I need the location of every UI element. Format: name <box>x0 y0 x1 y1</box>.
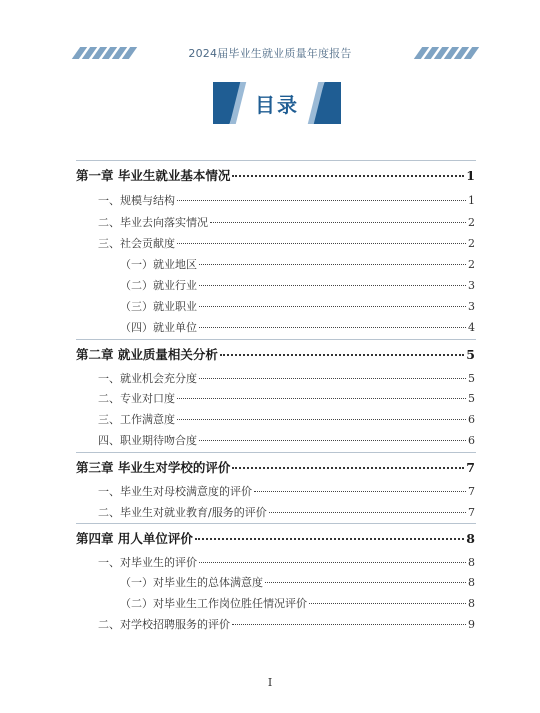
toc-title: 目录 <box>255 93 299 117</box>
toc-leader-dots <box>220 354 464 356</box>
toc-entry[interactable] <box>120 256 475 272</box>
toc-leader-dots <box>177 419 466 420</box>
toc-entry-page: 2 <box>468 216 475 229</box>
toc-entry-label: 二、毕业去向落实情况 <box>98 216 208 229</box>
header-stripes-right <box>418 47 475 59</box>
toc-entry-page: 7 <box>468 506 475 519</box>
toc-entry-page: 8 <box>468 597 475 610</box>
toc-entry[interactable] <box>120 319 475 335</box>
footer-page-number: I <box>267 676 273 689</box>
toc-entry-page: 5 <box>468 392 475 405</box>
toc-leader-dots <box>199 440 466 441</box>
toc-leader-dots <box>232 175 464 177</box>
toc-entry-label: 第三章 毕业生对学校的评价 <box>76 460 231 475</box>
toc-leader-dots <box>195 538 464 540</box>
toc-entry-page: 8 <box>468 576 475 589</box>
chapter-divider <box>76 452 476 453</box>
toc-entry[interactable] <box>76 529 475 547</box>
toc-entry-page: 7 <box>466 460 475 475</box>
toc-entry-page: 7 <box>468 485 475 498</box>
toc-entry[interactable] <box>120 298 475 314</box>
toc-leader-dots <box>265 582 466 583</box>
toc-entry[interactable] <box>98 411 475 427</box>
toc-entry[interactable] <box>98 214 475 230</box>
toc-entry[interactable] <box>120 595 475 611</box>
toc-entry-label: 三、社会贡献度 <box>98 237 175 250</box>
toc-entry[interactable] <box>76 458 475 476</box>
header-title: 2024届毕业生就业质量年度报告 <box>188 47 352 60</box>
toc-entry-label: （四）就业单位 <box>120 321 197 334</box>
toc-title-banner <box>213 82 341 124</box>
toc-leader-dots <box>177 243 466 244</box>
toc-leader-dots <box>177 200 466 201</box>
toc-entry-label: （二）对毕业生工作岗位胜任情况评价 <box>120 597 307 610</box>
toc-leader-dots <box>210 222 466 223</box>
toc-entry[interactable] <box>98 432 475 448</box>
toc-entry-label: 二、对学校招聘服务的评价 <box>98 618 230 631</box>
toc-entry[interactable] <box>76 345 475 363</box>
toc-entry[interactable] <box>98 504 475 520</box>
toc-entry-page: 2 <box>468 258 475 271</box>
toc-entry-label: 四、职业期待吻合度 <box>98 434 197 447</box>
toc-entry-label: 二、毕业生对就业教育/服务的评价 <box>98 506 267 519</box>
toc-leader-dots <box>254 491 466 492</box>
toc-leader-dots <box>309 603 466 604</box>
toc-leader-dots <box>232 624 466 625</box>
toc-entry[interactable] <box>98 192 475 208</box>
toc-leader-dots <box>269 512 466 513</box>
toc-leader-dots <box>232 467 464 469</box>
toc-entry-label: 三、工作满意度 <box>98 413 175 426</box>
toc-entry-page: 6 <box>468 434 475 447</box>
toc-entry-label: （一）就业地区 <box>120 258 197 271</box>
toc-entry-page: 1 <box>468 194 475 207</box>
toc-entry-label: （二）就业行业 <box>120 279 197 292</box>
toc-entry[interactable] <box>120 277 475 293</box>
toc-entry-label: 第四章 用人单位评价 <box>76 531 193 546</box>
toc-entry-page: 5 <box>466 347 475 362</box>
toc-leader-dots <box>199 306 466 307</box>
toc-entry-page: 5 <box>468 372 475 385</box>
toc-entry-label: 第一章 毕业生就业基本情况 <box>76 168 231 183</box>
chapter-divider <box>76 160 476 161</box>
toc-entry-page: 9 <box>468 618 475 631</box>
toc-entry-page: 2 <box>468 237 475 250</box>
toc-leader-dots <box>199 378 466 379</box>
toc-entry-label: （一）对毕业生的总体满意度 <box>120 576 263 589</box>
toc-entry-page: 8 <box>468 556 475 569</box>
toc-entry[interactable] <box>98 616 475 632</box>
toc-entry-page: 6 <box>468 413 475 426</box>
toc-entry-page: 3 <box>468 300 475 313</box>
toc-entry[interactable] <box>98 483 475 499</box>
toc-entry-page: 4 <box>468 321 475 334</box>
toc-entry-label: 一、规模与结构 <box>98 194 175 207</box>
toc-leader-dots <box>177 398 466 399</box>
toc-entry-label: 一、对毕业生的评价 <box>98 556 197 569</box>
toc-entry[interactable] <box>98 390 475 406</box>
toc-entry-label: （三）就业职业 <box>120 300 197 313</box>
toc-leader-dots <box>199 562 466 563</box>
toc-entry[interactable] <box>98 370 475 386</box>
page-header <box>0 44 540 66</box>
toc-entry-label: 第二章 就业质量相关分析 <box>76 347 218 362</box>
toc-entry-label: 一、就业机会充分度 <box>98 372 197 385</box>
chapter-divider <box>76 339 476 340</box>
toc-entry[interactable] <box>98 235 475 251</box>
toc-entry[interactable] <box>120 574 475 590</box>
toc-entry-page: 3 <box>468 279 475 292</box>
toc-entry[interactable] <box>76 166 475 184</box>
toc-entry-label: 一、毕业生对母校满意度的评价 <box>98 485 252 498</box>
toc-entry[interactable] <box>98 554 475 570</box>
toc-entry-label: 二、专业对口度 <box>98 392 175 405</box>
chapter-divider <box>76 523 476 524</box>
toc-leader-dots <box>199 327 466 328</box>
toc-leader-dots <box>199 285 466 286</box>
toc-leader-dots <box>199 264 466 265</box>
toc-entry-page: 1 <box>466 168 475 183</box>
toc-entry-page: 8 <box>466 531 475 546</box>
